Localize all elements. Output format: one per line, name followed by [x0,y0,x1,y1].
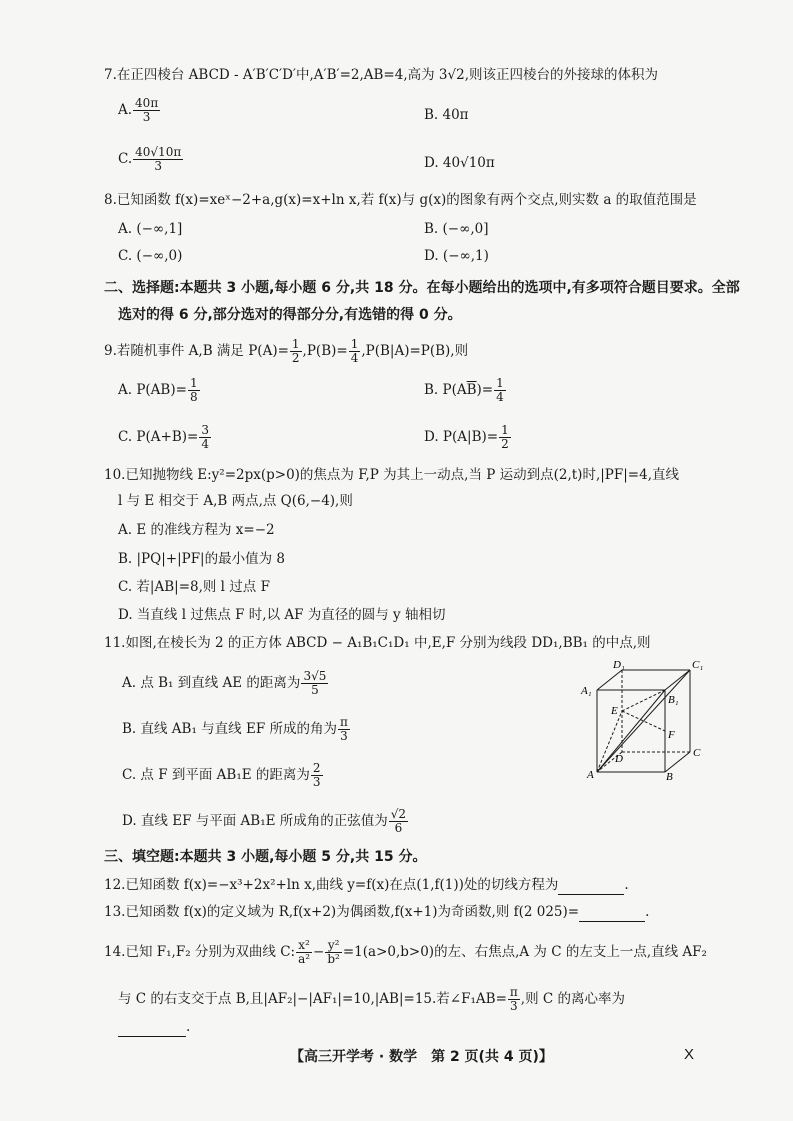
q9-option-c: C. P(A+B)= $\frac{3}{4}$ [118,423,209,451]
q10-line1: 10.已知抛物线 E:y²=2px(p>0)的焦点为 F,P 为其上一动点,当 P 运动到点(2,t)时,|PF|=4,直线 [104,467,679,483]
q10-option-b: B. |PQ|+|PF|的最小值为 8 [118,551,285,567]
q10-option-a: A. E 的准线方程为 x=−2 [118,522,275,538]
q9-option-a: A. P(AB)= $\frac{1}{8}$ [118,376,198,404]
page-footer: 【高三开学考 · 数学 第 2 页(共 4 页)】 [290,1049,553,1065]
q11-option-c: C. 点 F 到平面 AB₁E 的距离为 $\frac{2}{3}$ [122,761,321,789]
q13-text: 13.已知函数 f(x)的定义域为 R,f(x+2)为偶函数,f(x+1)为奇函数,则 f(2 025)= . [104,904,650,920]
q13-answer-blank [579,903,645,922]
label-d: D [615,753,623,765]
q14-line2: 与 C 的右支交于点 B,且|AF₂|−|AF₁|=10,|AB|=15.若∠F₁AB= $\frac{\pi}{3}$ ,则 C 的离心率为 [118,985,625,1013]
q8-stem: 8.已知函数 f(x)=xeˣ−2+a,g(x)=x+ln x,若 f(x)与 g(x)的图象有两个交点,则实数 a 的取值范围是 [104,192,697,208]
q11-option-d: D. 直线 EF 与平面 AB₁E 所成角的正弦值为 $\frac{√2}{6}$ [122,807,407,835]
q12-text: 12.已知函数 f(x)=−x³+2x²+ln x,曲线 y=f(x)在点(1,f(1))处的切线方程为 . [104,877,629,893]
q10-option-c: C. 若|AB|=8,则 l 过点 F [118,579,270,595]
q9-option-d: D. P(A|B)= $\frac{1}{2}$ [424,423,509,451]
q10-option-d: D. 当直线 l 过焦点 F 时,以 AF 为直径的圆与 y 轴相切 [118,607,446,623]
label-a1: A₁ [581,685,592,697]
section2-line2: 选对的得 6 分,部分选对的得部分分,有选错的得 0 分。 [118,307,462,323]
paper-mark: X [684,1046,695,1063]
q8-option-c: C. (−∞,0) [118,248,183,264]
section2-line1: 二、选择题:本题共 3 小题,每小题 6 分,共 18 分。在每小题给出的选项中,有多项符合题目要求。全部 [104,280,740,296]
label-c1: C₁ [692,659,704,671]
q7-option-b: B. 40π [424,107,469,123]
label-e: E [611,705,618,717]
q11-option-b: B. 直线 AB₁ 与直线 EF 所成的角为 $\frac{\pi}{3}$ [122,715,348,743]
q14-answer: . [118,1018,190,1037]
q9-stem: 9.若随机事件 A,B 满足 P(A)= $\frac{1}{2}$ ,P(B)= $\frac{1}{4}$ ,P(B|A)=P(B),则 [104,337,469,365]
q7-option-a: A. $\frac{40\pi}{3}$ [118,96,159,124]
label-b: B [666,771,673,783]
label-d1: D₁ [613,659,625,671]
label-c: C [693,747,701,759]
q8-option-b: B. (−∞,0] [424,221,489,237]
q14-answer-blank [118,1018,186,1037]
label-b1: B₁ [668,694,679,706]
q7-option-d: D. 40√10π [424,155,495,171]
cube-figure [575,658,705,783]
section3-title: 三、填空题:本题共 3 小题,每小题 5 分,共 15 分。 [104,849,427,865]
label-a: A [587,769,594,781]
q8-option-a: A. (−∞,1] [118,221,183,237]
q7-option-c: C. $\frac{40√10\pi}{3}$ [118,145,182,173]
q8-option-d: D. (−∞,1) [424,248,489,264]
q7-stem: 7.在正四棱台 ABCD - A′B′C′D′中,A′B′=2,AB=4,高为 3√2,则该正四棱台的外接球的体积为 [104,67,658,83]
q12-answer-blank [558,876,624,895]
q9-option-b: B. $P(A\overline{B})=$ $\frac{1}{4}$ [424,376,504,404]
q14-line1: 14.已知 F₁,F₂ 分别为双曲线 C: $\frac{\text{x²}}{\text{a²}}$ − $\frac{\text{y²}}{\text{b²}}$ =1(a>0,b>0)的左、右焦点,A 为 C 的左支上一点,直线 AF₂ [104,938,707,966]
q10-line2: l 与 E 相交于 A,B 两点,点 Q(6,−4),则 [118,493,353,509]
q11-option-a: A. 点 B₁ 到直线 AE 的距离为 $\frac{3√5}{5}$ [122,669,327,697]
q11-stem: 11.如图,在棱长为 2 的正方体 ABCD − A₁B₁C₁D₁ 中,E,F 分别为线段 DD₁,BB₁ 的中点,则 [104,635,651,651]
label-f: F [668,729,675,741]
